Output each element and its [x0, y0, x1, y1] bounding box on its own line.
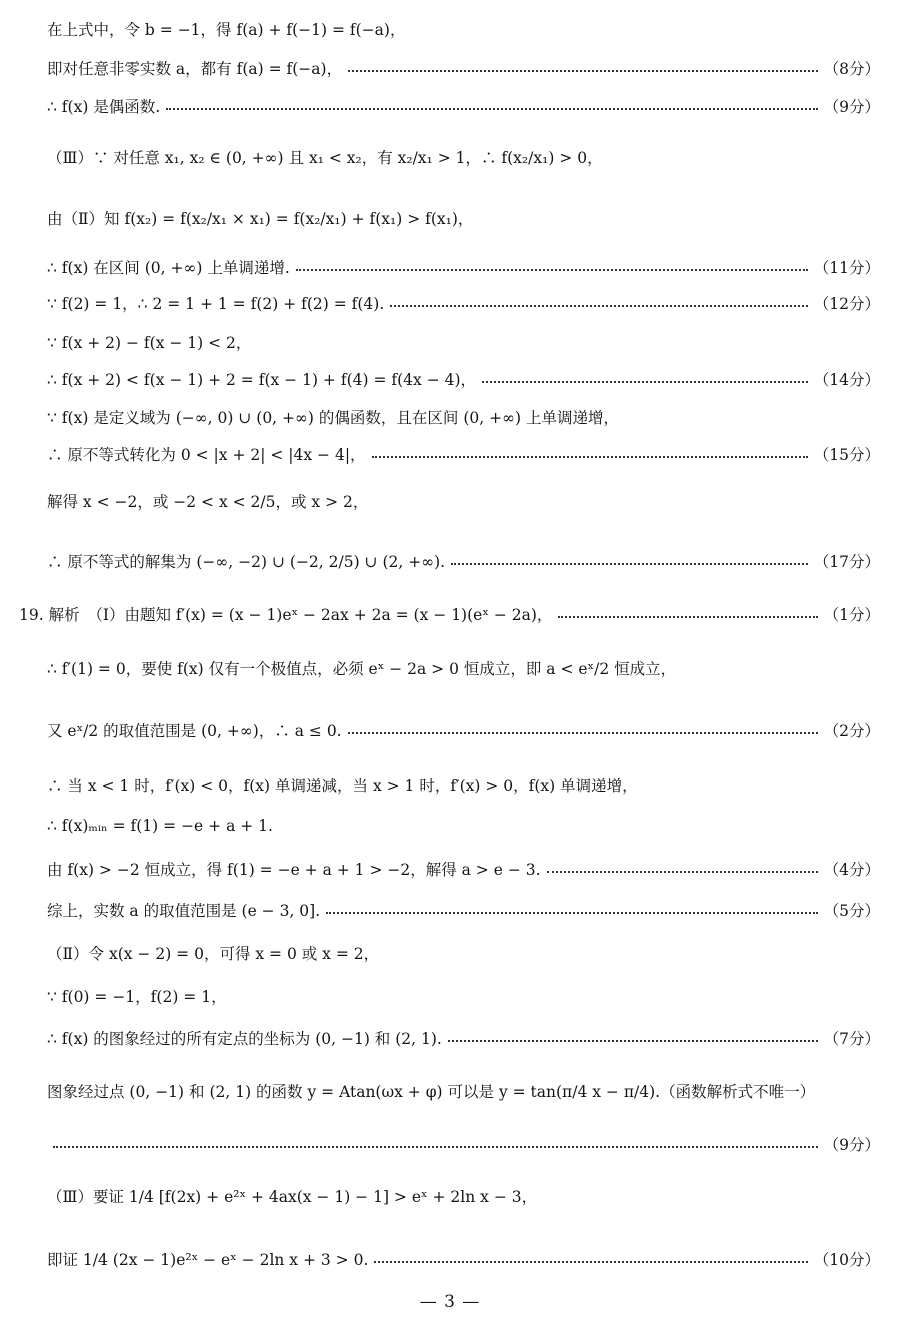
line-text: 在上式中，令 b = −1，得 f(a) + f(−1) = f(−a)， — [47, 21, 406, 39]
leader-dots — [166, 108, 817, 110]
solution-line — [47, 95, 880, 117]
leader-dots — [558, 616, 817, 618]
line-text: ∴ f(x) 的图象经过的所有定点的坐标为 (0, −1) 和 (2, 1). — [47, 1030, 442, 1048]
solution-line — [47, 817, 880, 835]
solution-line — [47, 443, 880, 465]
leader-dots — [547, 871, 818, 873]
score-label: （4分） — [823, 861, 880, 879]
leader-dots — [296, 269, 808, 271]
score-label: （14分） — [813, 371, 880, 389]
line-text: 又 eˣ/2 的取值范围是 (0, +∞)，∴ a ≤ 0. — [47, 722, 342, 740]
solution-line — [47, 942, 880, 964]
leader-dots — [451, 563, 808, 565]
score-label: （17分） — [813, 553, 880, 571]
score-label: （5分） — [823, 902, 880, 920]
line-text: ∴ f(x)ₘᵢₙ = f(1) = −e + a + 1. — [47, 817, 273, 835]
line-text: 由（Ⅱ）知 f(x₂) = f(x₂/x₁ × x₁) = f(x₂/x₁) + f(x₁) > f(x₁)， — [47, 210, 474, 228]
line-text: 19. 解析 （Ⅰ）由题知 f′(x) = (x − 1)eˣ − 2ax + 2a = (x − 1)(eˣ − 2a)， — [19, 606, 553, 624]
solution-line — [47, 490, 880, 512]
score-label: （2分） — [823, 722, 880, 740]
leader-dots — [348, 732, 818, 734]
line-text: ∴ f′(1) = 0，要使 f(x) 仅有一个极值点，必须 eˣ − 2a > 0 恒成立，即 a < eˣ/2 恒成立， — [47, 660, 677, 678]
leader-dots — [482, 381, 808, 383]
solution-line — [47, 858, 880, 880]
solution-line — [47, 256, 880, 278]
line-text: 由 f(x) > −2 恒成立，得 f(1) = −e + a + 1 > −2，解得 a > e − 3. — [47, 861, 541, 879]
question-19-heading — [19, 603, 880, 625]
line-text: ∴ f(x) 是偶函数. — [47, 98, 161, 116]
solution-line — [47, 331, 880, 353]
solution-line — [47, 899, 880, 921]
score-label: （15分） — [813, 446, 880, 464]
line-text: ∵ f(0) = −1，f(2) = 1， — [47, 988, 227, 1006]
solution-line — [47, 406, 880, 428]
solution-line — [47, 985, 880, 1007]
solution-line — [47, 719, 880, 741]
page-number: — 3 — — [419, 1292, 481, 1312]
solution-line — [47, 1027, 880, 1049]
line-text: 解得 x < −2，或 −2 < x < 2/5，或 x > 2， — [47, 493, 369, 511]
solution-line — [47, 1185, 880, 1207]
solution-line — [47, 207, 880, 229]
solution-line — [47, 1248, 880, 1270]
solution-line — [47, 368, 880, 390]
line-text: 图象经过点 (0, −1) 和 (2, 1) 的函数 y = Atan(ωx + φ) 可以是 y = tan(π/4 x − π/4).（函数解析式不唯一） — [47, 1083, 816, 1101]
leader-dots — [374, 1261, 807, 1263]
score-label: （12分） — [813, 295, 880, 313]
line-text: ∴ 原不等式的解集为 (−∞, −2) ∪ (−2, 2/5) ∪ (2, +∞). — [47, 553, 446, 571]
line-text: ∴ 原不等式转化为 0 < |x + 2| < |4x − 4|， — [47, 446, 366, 464]
solution-line — [47, 657, 880, 679]
solution-line — [47, 1080, 880, 1102]
line-text: ∴ f(x) 在区间 (0, +∞) 上单调递增. — [47, 259, 290, 277]
leader-dots — [390, 305, 807, 307]
line-text: ∵ f(x) 是定义域为 (−∞, 0) ∪ (0, +∞) 的偶函数，且在区间 (0, +∞) 上单调递增， — [47, 409, 619, 427]
line-text: （Ⅲ）∵ 对任意 x₁, x₂ ∈ (0, +∞) 且 x₁ < x₂，有 x₂/x₁ > 1，∴ f(x₂/x₁) > 0， — [47, 149, 603, 167]
solution-line — [47, 774, 880, 796]
score-label: （9分） — [823, 98, 880, 116]
solution-line — [47, 18, 880, 40]
solution-line — [47, 550, 880, 572]
score-label: （7分） — [823, 1030, 880, 1048]
line-text: ∴ 当 x < 1 时，f′(x) < 0，f(x) 单调递减，当 x > 1 时，f′(x) > 0，f(x) 单调递增， — [47, 777, 638, 795]
solution-line — [47, 57, 880, 79]
line-text: （Ⅲ）要证 1/4 [f(2x) + e²ˣ + 4ax(x − 1) − 1] > eˣ + 2ln x − 3， — [47, 1188, 538, 1206]
leader-dots — [448, 1040, 818, 1042]
score-label: （10分） — [813, 1251, 880, 1269]
score-label: （1分） — [823, 606, 880, 624]
line-text: ∵ f(x + 2) − f(x − 1) < 2， — [47, 334, 252, 352]
leader-dots — [326, 912, 817, 914]
line-text: 即证 1/4 (2x − 1)e²ˣ − eˣ − 2ln x + 3 > 0. — [47, 1251, 369, 1269]
line-text: ∴ f(x + 2) < f(x − 1) + 2 = f(x − 1) + f(4) = f(4x − 4)， — [47, 371, 477, 389]
score-label: （8分） — [823, 60, 880, 78]
leader-dots — [348, 70, 818, 72]
leader-dots — [53, 1146, 818, 1148]
score-label: （9分） — [823, 1136, 880, 1154]
line-text: 即对任意非零实数 a，都有 f(a) = f(−a)， — [47, 60, 343, 78]
line-text: （Ⅱ）令 x(x − 2) = 0，可得 x = 0 或 x = 2， — [47, 945, 380, 963]
solution-line — [47, 146, 880, 168]
score-label: （11分） — [813, 259, 880, 277]
solution-line — [47, 292, 880, 314]
solution-line — [47, 1133, 880, 1155]
line-text: 综上，实数 a 的取值范围是 (e − 3, 0]. — [47, 902, 321, 920]
line-text: ∵ f(2) = 1，∴ 2 = 1 + 1 = f(2) + f(2) = f(4). — [47, 295, 385, 313]
leader-dots — [372, 456, 808, 458]
